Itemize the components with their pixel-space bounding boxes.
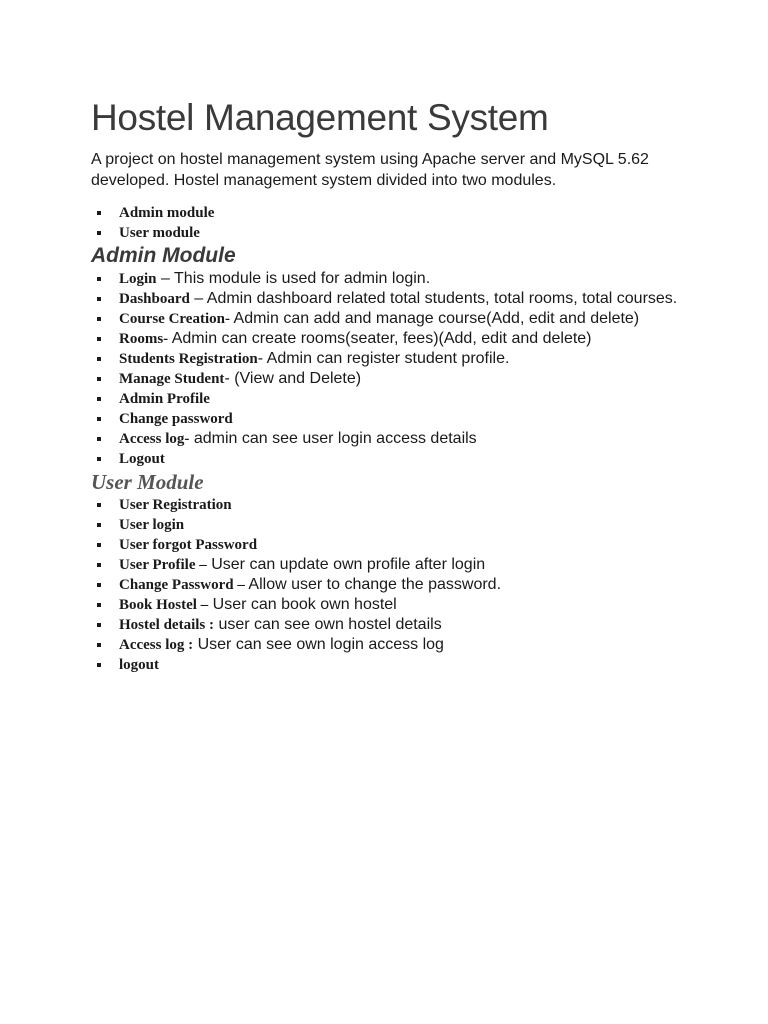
list-item-term: User module: [119, 225, 200, 241]
bullet-icon: [97, 663, 101, 667]
list-item-description: - Admin can register student profile.: [257, 350, 510, 367]
list-item-term: Change Password –: [119, 577, 245, 593]
list-item-description: – Admin dashboard related total students, total rooms, total courses.: [189, 290, 678, 307]
list-item: [91, 309, 691, 329]
modules-list: [91, 203, 691, 243]
bullet-icon: [97, 503, 101, 507]
bullet-icon: [97, 563, 101, 567]
bullet-icon: [97, 317, 101, 321]
list-item-term: logout: [119, 657, 160, 673]
list-item-term: Dashboard: [119, 291, 190, 307]
list-item-description: - (View and Delete): [224, 370, 362, 387]
list-item-term: Admin Profile: [119, 391, 210, 407]
bullet-icon: [97, 277, 101, 281]
list-item-term: Logout: [119, 451, 165, 467]
list-item: [91, 495, 691, 515]
user-module-heading: User Module: [91, 470, 204, 494]
bullet-icon: [97, 337, 101, 341]
list-item-term: User login: [119, 517, 185, 533]
list-item-description: User can book own hostel: [208, 596, 397, 613]
bullet-icon: [97, 377, 101, 381]
list-item-term: Book Hostel –: [119, 597, 209, 613]
admin-module-list: [91, 269, 691, 469]
bullet-icon: [97, 603, 101, 607]
bullet-icon: [97, 357, 101, 361]
list-item-term: User forgot Password: [119, 537, 258, 553]
list-item-description: Admin can add and manage course(Add, edit and delete): [229, 310, 640, 327]
list-item-term: Access log-: [119, 431, 190, 447]
admin-module-heading: Admin Module: [91, 244, 236, 267]
list-item: [91, 515, 691, 535]
list-item-description: Admin can create rooms(seater, fees)(Add, edit and delete): [168, 330, 592, 347]
list-item-description: admin can see user login access details: [189, 430, 477, 447]
list-item: [91, 655, 691, 675]
list-item-term: User Profile –: [119, 557, 207, 573]
bullet-icon: [97, 211, 101, 215]
list-item: [91, 203, 691, 223]
list-item: [91, 635, 691, 655]
list-item: [91, 449, 691, 469]
list-item-term: Rooms-: [119, 331, 169, 347]
list-item: [91, 615, 691, 635]
list-item-term: Hostel details :: [119, 617, 214, 633]
list-item: [91, 535, 691, 555]
list-item: [91, 223, 691, 243]
bullet-icon: [97, 231, 101, 235]
bullet-icon: [97, 643, 101, 647]
list-item: [91, 369, 691, 389]
bullet-icon: [97, 437, 101, 441]
list-item: [91, 575, 691, 595]
list-item: [91, 329, 691, 349]
list-item-term: Students Registration: [119, 351, 258, 367]
bullet-icon: [97, 397, 101, 401]
bullet-icon: [97, 543, 101, 547]
bullet-icon: [97, 523, 101, 527]
list-item-term: User Registration: [119, 497, 232, 513]
bullet-icon: [97, 583, 101, 587]
list-item-term: Course Creation-: [119, 311, 230, 327]
list-item: [91, 429, 691, 449]
list-item-term: Admin module: [119, 205, 215, 221]
list-item: [91, 289, 691, 309]
list-item: [91, 269, 691, 289]
bullet-icon: [97, 623, 101, 627]
list-item: [91, 595, 691, 615]
list-item-description: Allow user to change the password.: [244, 576, 502, 593]
bullet-icon: [97, 297, 101, 301]
list-item-description: – This module is used for admin login.: [156, 270, 431, 287]
list-item-description: User can see own login access log: [193, 636, 444, 653]
bullet-icon: [97, 457, 101, 461]
list-item-description: user can see own hostel details: [214, 616, 442, 633]
list-item-description: User can update own profile after login: [206, 556, 486, 573]
user-module-list: [91, 495, 691, 675]
document-page: [91, 96, 691, 675]
bullet-icon: [97, 417, 101, 421]
page-title: Hostel Management System: [91, 97, 549, 138]
list-item-term: Change password: [119, 411, 233, 427]
list-item: [91, 349, 691, 369]
list-item: [91, 555, 691, 575]
list-item-term: Manage Student: [119, 371, 225, 387]
list-item-term: Login: [119, 271, 157, 287]
intro-paragraph: A project on hostel management system using Apache server and MySQL 5.62 developed. Hostel management system divided into two modules.: [91, 151, 649, 189]
list-item-term: Access log :: [119, 637, 194, 653]
list-item: [91, 409, 691, 429]
list-item: [91, 389, 691, 409]
